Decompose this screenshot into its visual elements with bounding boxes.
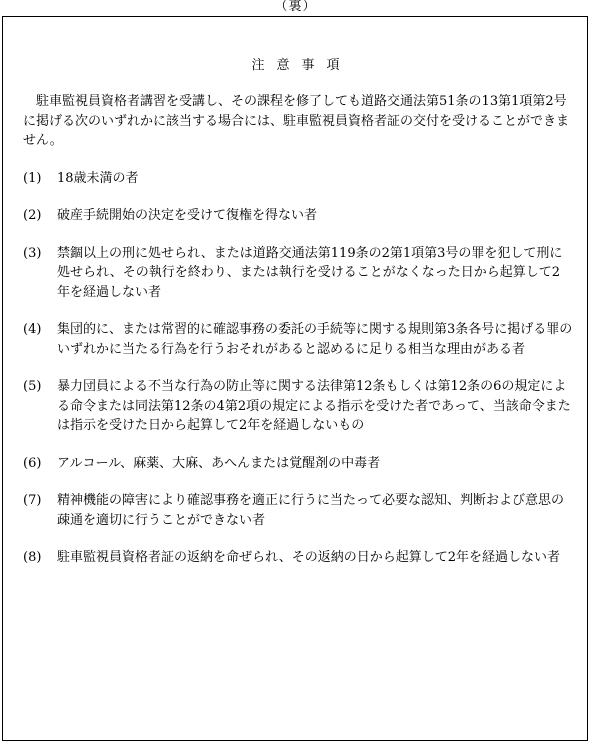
disqualification-list — [23, 169, 573, 568]
item-number: (8) — [23, 550, 42, 565]
item-number: (5) — [23, 379, 42, 394]
list-item — [23, 206, 573, 226]
item-text: アルコール、麻薬、大麻、あへんまたは覚醒剤の中毒者 — [57, 455, 381, 471]
notice-heading: 注意事項 — [251, 58, 352, 73]
item-number: (4) — [23, 322, 42, 337]
item-number: (7) — [23, 493, 42, 508]
item-text: 暴力団員による不当な行為の防止等に関する法律第12条もしくは第12条の6の規定による命令または同法第12条の4第2項の規定による指示を受けた者であって、当該命令または指示を受けた日から起算して2年を経過しないもの — [57, 379, 571, 433]
list-item — [23, 377, 573, 436]
item-number: (6) — [23, 455, 42, 471]
notice-body — [23, 92, 573, 568]
item-text: 禁錮以上の刑に処せられ、または道路交通法第119条の2第1項第3号の罪を犯して刑に処せられ、その執行を終わり、または執行を受けることがなくなった日から起算して2年を経過しない者 — [57, 245, 563, 300]
list-item — [23, 320, 573, 359]
list-item — [23, 491, 573, 530]
item-number: (1) — [23, 170, 42, 186]
list-item — [23, 454, 573, 474]
item-text: 集団的に、または常習的に確認事務の委託の手続等に関する規則第3条各号に掲げる罪のいずれかに当たる行為を行うおそれがあると認めるに足りる相当な理由がある者 — [57, 322, 573, 357]
item-text: 精神機能の障害により確認事務を適正に行うに当たって必要な認知、判断および意思の疎通を適切に行うことができない者 — [57, 493, 565, 528]
item-text: 18歳未満の者 — [57, 170, 139, 186]
item-text: 破産手続開始の決定を受けて復権を得ない者 — [57, 208, 318, 223]
item-number: (2) — [23, 208, 42, 223]
intro-paragraph: 駐車監視員資格者講習を受講し、その課程を修了しても道路交通法第51条の13第1項第2号に掲げる次のいずれかに該当する場合には、駐車監視員資格者証の交付を受けることができません。 — [23, 94, 570, 148]
list-item — [23, 169, 573, 189]
item-text: 駐車監視員資格者証の返納を命ぜられ、その返納の日から起算して2年を経過しない者 — [57, 550, 561, 565]
item-number: (3) — [23, 245, 42, 261]
list-item — [23, 548, 573, 568]
page-side-label: （裏） — [274, 0, 317, 14]
list-item — [23, 244, 573, 303]
